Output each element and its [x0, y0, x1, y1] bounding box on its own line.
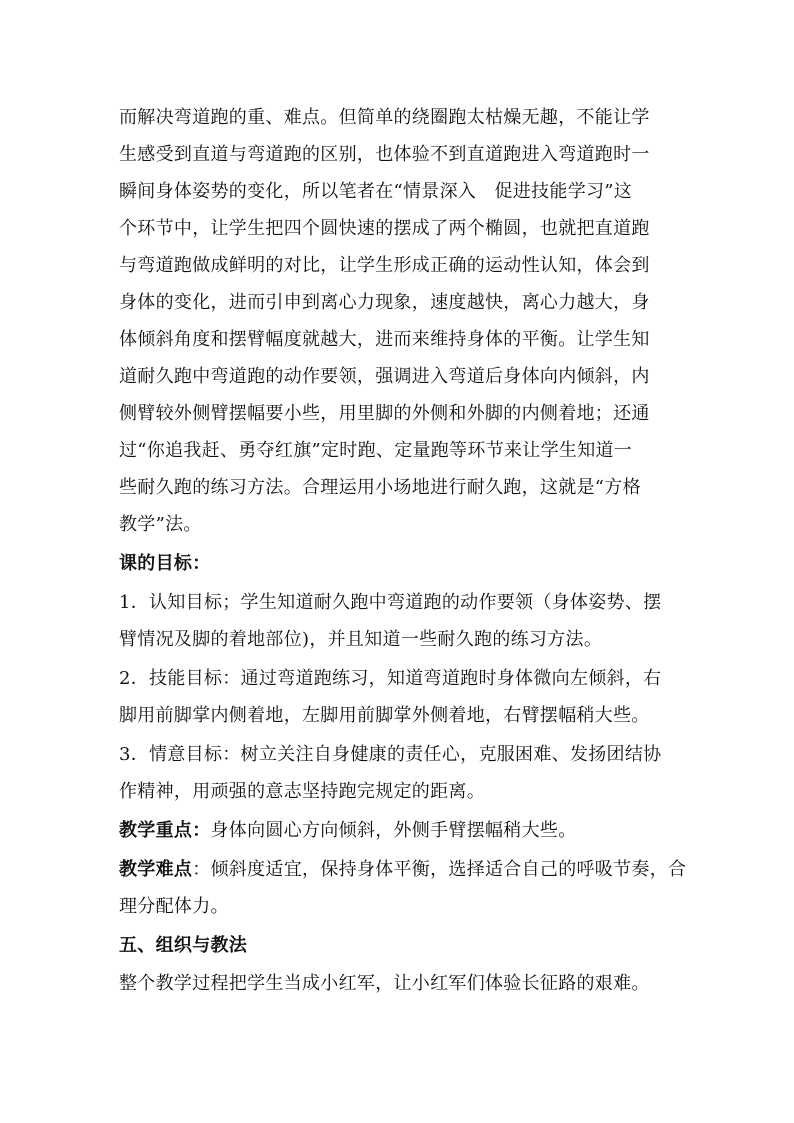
goal-line: 1．认知目标；学生知道耐久跑中弯道跑的动作要领（身体姿势、摆 [119, 592, 662, 613]
paragraph-line: 与弯道跑做成鲜明的对比，让学生形成正确的运动性认知，体会到 [119, 255, 650, 276]
paragraph-line: 些耐久跑的练习方法。合理运用小场地进行耐久跑，这就是“方格 [119, 477, 641, 498]
paragraph-line: 生感受到直道与弯道跑的区别，也体验不到直道跑进入弯道跑时一 [119, 144, 650, 165]
paragraph-line: 体倾斜角度和摆臂幅度就越大，进而来维持身体的平衡。让学生知 [119, 329, 650, 350]
paragraph-line: 道耐久跑中弯道跑的动作要领，强调进入弯道后身体向内倾斜，内 [119, 366, 650, 387]
difficulty-continuation: 理分配体力。 [119, 896, 229, 917]
paragraph-line: 身体的变化，进而引申到离心力现象，速度越快，离心力越大，身 [119, 292, 650, 313]
paragraph-line: 而解决弯道跑的重、难点。但简单的绕圈跑太枯燥无趣，不能让学 [119, 107, 650, 128]
key-point-label: 教学重点： [119, 820, 211, 841]
difficulty-text: ：倾斜度适宜，保持身体平衡，选择适合自己的呼吸节奏，合 [192, 859, 687, 880]
section-heading: 五、组织与教法 [119, 935, 248, 956]
section-paragraph: 整个教学过程把学生当成小红军，让小红军们体验长征路的艰难。 [119, 973, 650, 994]
goal-line: 作精神，用顽强的意志坚持跑完规定的距离。 [119, 781, 485, 802]
goal-line: 2．技能目标：通过弯道跑练习，知道弯道跑时身体微向左倾斜，右 [119, 668, 662, 689]
goal-line: 脚用前脚掌内侧着地，左脚用前脚掌外侧着地，右臂摆幅稍大些。 [119, 705, 650, 726]
difficulty-row [119, 858, 686, 882]
goal-line: 臂情况及脚的着地部位)，并且知道一些耐久跑的练习方法。 [119, 629, 603, 650]
paragraph-line: 个环节中，让学生把四个圆快速的摆成了两个椭圆，也就把直道跑 [119, 218, 650, 239]
paragraph-line: 教学”法。 [119, 514, 202, 535]
goal-line: 3．情意目标：树立关注自身健康的责任心，克服困难、发扬团结协 [119, 744, 662, 765]
goals-heading: 课的目标： [119, 553, 211, 574]
paragraph-line: 侧臂较外侧臂摆幅要小些，用里脚的外侧和外脚的内侧着地；还通 [119, 403, 650, 424]
key-point-row [119, 819, 577, 843]
difficulty-label: 教学难点 [119, 859, 193, 880]
paragraph-line: 瞬间身体姿势的变化，所以笔者在“情景深入 促进技能学习”这 [119, 181, 633, 202]
key-point-text: 身体向圆心方向倾斜，外侧手臂摆幅稍大些。 [210, 820, 577, 841]
paragraph-line: 过“你追我赶、勇夺红旗”定时跑、定量跑等环节来让学生知道一 [119, 440, 633, 461]
